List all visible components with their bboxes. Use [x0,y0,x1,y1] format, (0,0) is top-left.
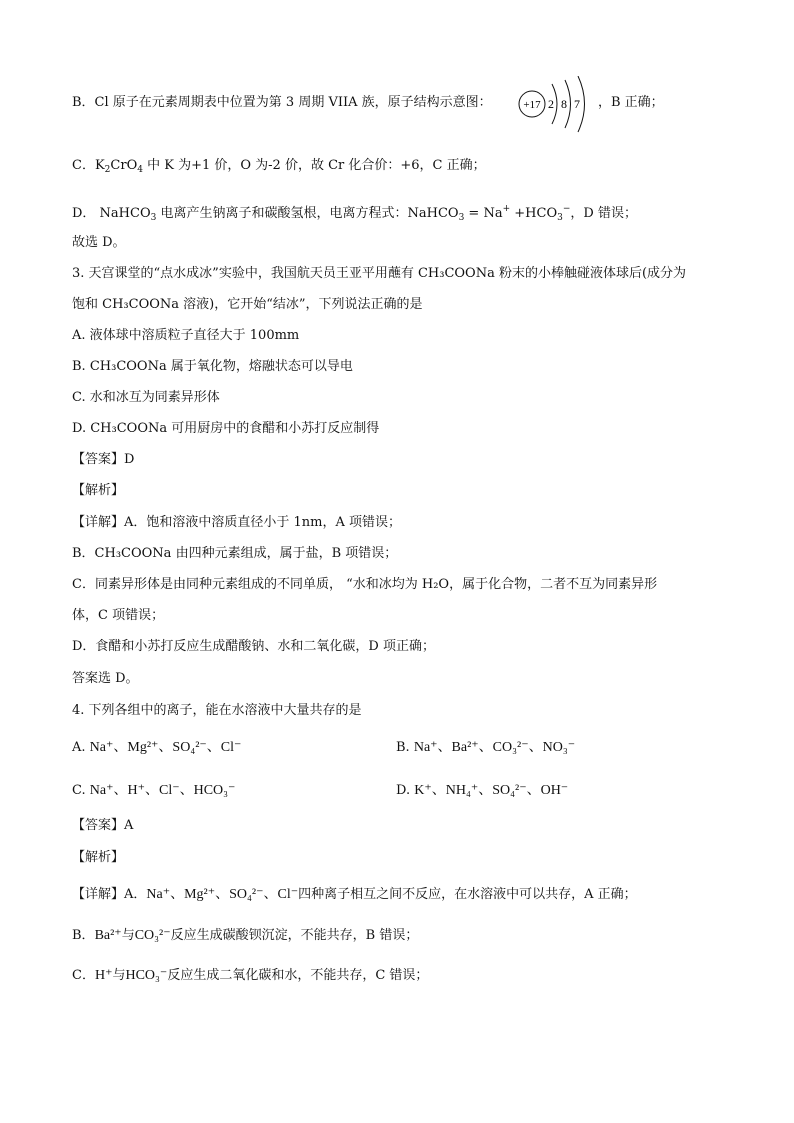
chlorine-atom-diagram [518,76,598,136]
q2-option-c: C．$K_2CrO_4$ 中 K 为+1 价，O 为-2 价，故 Cr 化合价：+6，C 正确； [72,158,486,175]
q4-option-b: B. Na⁺、Ba²⁺、CO₃²⁻、NO₃⁻ [396,740,576,755]
q3-stem-line1: 3. 天宫课堂的“点水成冰”实验中，我国航天员王亚平用蘸有 CH₃COONa 粉末的小棒触碰液体球后(成分为 [72,266,687,281]
q4-detail-b: B．Ba²⁺与CO₃²⁻反应生成碳酸钡沉淀，不能共存，B 错误； [72,928,419,943]
shell-2-count: 8 [561,97,567,111]
q2-option-b-tail: ，B 正确； [598,95,664,110]
q4-answer: 【答案】A [72,818,134,833]
q3-stem-line2: 饱和 CH₃COONa 溶液)，它开始“结冰”，下列说法正确的是 [72,297,423,312]
q4-detail-c: C．H⁺与HCO₃⁻反应生成二氧化碳和水，不能共存，C 错误； [72,968,429,983]
q2-option-b [72,94,492,112]
q4-c-ions: Na⁺、H⁺、Cl⁻、HCO₃⁻ [89,783,236,798]
q4-a-ions: Na⁺、Mg²⁺、SO₄²⁻、Cl⁻ [89,740,242,755]
q4-analysis-label: 【解析】 [72,850,125,865]
q2-conclusion: 故选 D。 [72,235,126,250]
q4-option-c: C. Na⁺、H⁺、Cl⁻、HCO₃⁻ [72,783,236,798]
q4-detail-a: 【详解】A．Na⁺、Mg²⁺、SO₄²⁻、Cl⁻四种离子相互之间不反应，在水溶液中可以共存，A 正确； [72,887,637,902]
q4-option-d: D. K⁺、NH₄⁺、SO₄²⁻、OH⁻ [396,783,569,798]
q2-b-text: B．Cl 原子在元素周期表中位置为第 3 周期 VIIA 族，原子结构示意图： [72,95,492,110]
q4-b-ions: Na⁺、Ba²⁺、CO₃²⁻、NO₃⁻ [413,740,576,755]
q4-stem: 4. 下列各组中的离子，能在水溶液中大量共存的是 [72,703,362,718]
q3-analysis-label: 【解析】 [72,483,125,498]
q3-conclusion: 答案选 D。 [72,671,139,686]
q3-detail-c-line1: C．同素异形体是由同种元素组成的不同单质， “水和冰均为 H₂O，属于化合物，二者不互为同素异形 [72,577,658,592]
q3-detail-a: 【详解】A．饱和溶液中溶质直径小于 1nm，A 项错误； [72,515,402,530]
q2-option-d: D． NaHCO$_3$ 电离产生钠离子和碳酸氢根，电离方程式：NaHCO$_3$ = $Na^+ +HCO_3^-$，D 错误； [72,204,637,223]
q4-option-a: A. Na⁺、Mg²⁺、SO₄²⁻、Cl⁻ [72,740,242,755]
q3-detail-b: B．CH₃COONa 由四种元素组成，属于盐，B 项错误； [72,546,398,561]
q3-option-c: C. 水和冰互为同素异形体 [72,390,220,405]
q3-option-d: D. CH₃COONa 可用厨房中的食醋和小苏打反应制得 [72,421,380,436]
q3-answer: 【答案】D [72,452,135,467]
q3-option-a: A. 液体球中溶质粒子直径大于 100mm [72,328,300,343]
shell-3-count: 7 [574,97,580,111]
q4-d-ions: K⁺、NH₄⁺、SO₄²⁻、OH⁻ [414,783,569,798]
q3-option-b: B. CH₃COONa 属于氧化物，熔融状态可以导电 [72,359,353,374]
q3-detail-c-line2: 体，C 项错误； [72,608,165,623]
q3-detail-d: D．食醋和小苏打反应生成醋酸钠、水和二氧化碳，D 项正确； [72,639,435,654]
atom-nucleus: +17 [523,99,541,111]
shell-1-count: 2 [548,97,554,111]
